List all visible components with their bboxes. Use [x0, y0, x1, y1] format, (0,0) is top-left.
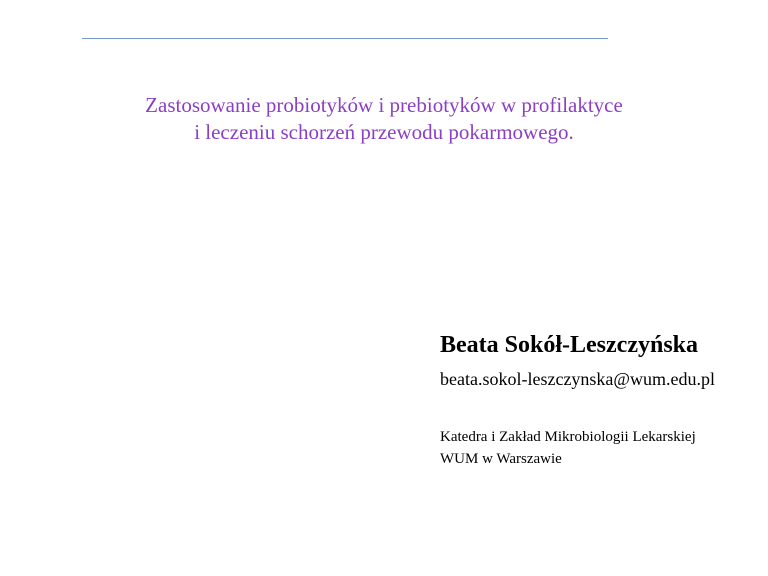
top-divider-line	[82, 38, 608, 39]
author-block	[440, 330, 715, 470]
affiliation-line-1: Katedra i Zakład Mikrobiologii Lekarskiej	[440, 429, 696, 445]
affiliation-line-2: WUM w Warszawie	[440, 451, 562, 467]
title-line-1: Zastosowanie probiotyków i prebiotyków w profilaktyce	[145, 93, 623, 117]
author-name: Beata Sokół-Leszczyńska	[440, 332, 698, 358]
slide-title	[0, 92, 768, 146]
title-line-2: i leczeniu schorzeń przewodu pokarmowego.	[194, 120, 574, 144]
author-email: beata.sokol-leszczynska@wum.edu.pl	[440, 369, 715, 389]
affiliation	[440, 426, 715, 470]
